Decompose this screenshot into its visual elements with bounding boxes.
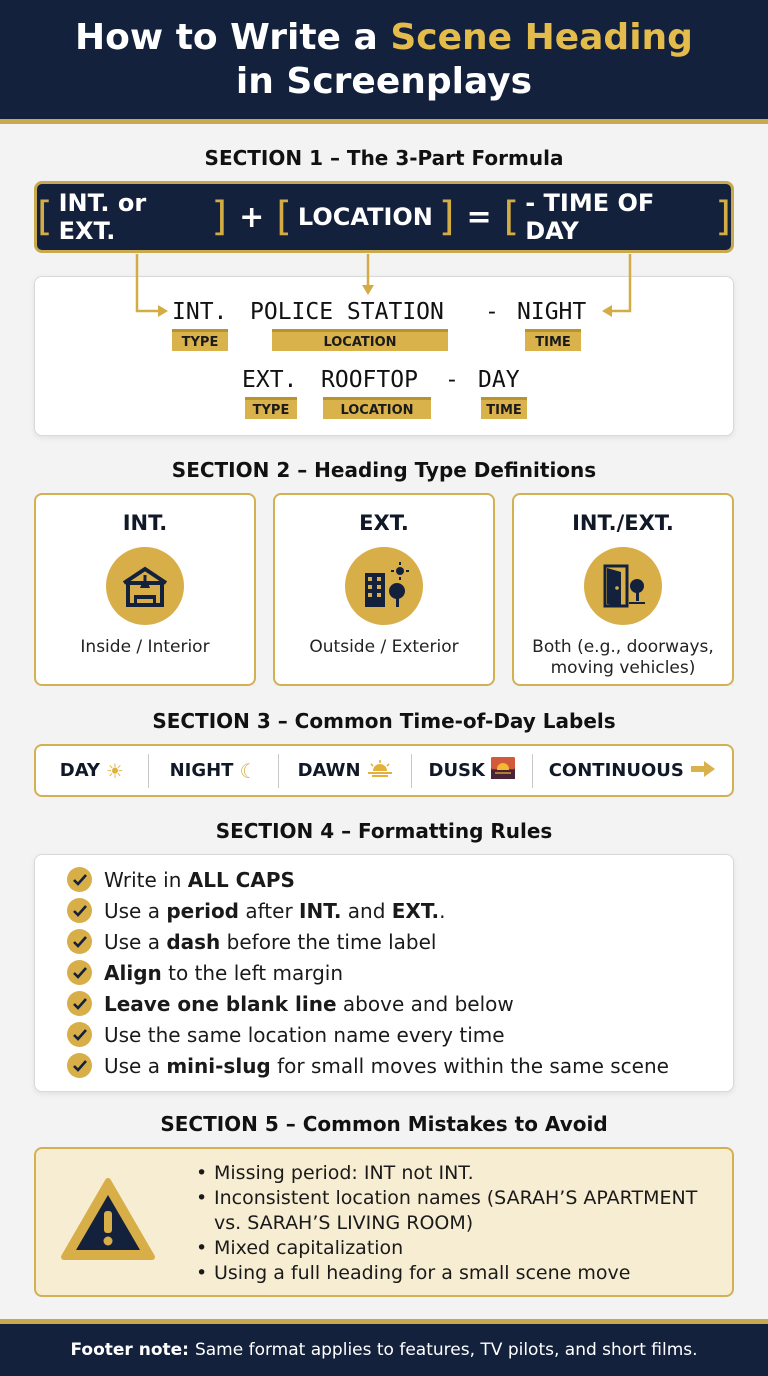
list-item: • Using a full heading for a small scene move xyxy=(196,1261,697,1286)
sunset-icon xyxy=(491,757,515,784)
title-part1: How to Write a xyxy=(75,17,391,58)
page-title xyxy=(0,16,768,104)
card-ext xyxy=(273,493,495,686)
equals-sign: = xyxy=(466,199,492,235)
card-ext-desc: Outside / Exterior xyxy=(309,637,459,657)
list-item: • Mixed capitalization xyxy=(196,1236,697,1261)
mistakes-card xyxy=(34,1147,734,1297)
section4-title: SECTION 4 – Formatting Rules xyxy=(215,819,553,843)
example2-dash: - xyxy=(445,367,459,393)
formula-part-type: [ INT. or EXT. ] xyxy=(37,189,228,245)
card-ext-heading: EXT. xyxy=(359,511,409,535)
example1-type: INT. xyxy=(172,299,228,325)
list-item: • Inconsistent location names (SARAH’S APARTMENT vs. SARAH’S LIVING ROOM) xyxy=(196,1186,697,1236)
footer-text: Same format applies to features, TV pilots, and short films. xyxy=(194,1340,698,1360)
card-intext-heading: INT./EXT. xyxy=(572,511,674,535)
check-icon xyxy=(67,929,92,954)
check-icon xyxy=(67,1022,92,1047)
check-icon xyxy=(67,960,92,985)
rules-card xyxy=(34,854,734,1092)
title-highlight: Scene Heading xyxy=(390,17,693,58)
rule-item: Use a mini-slug for small moves within the same scene xyxy=(67,1053,669,1078)
door-tree-icon xyxy=(584,547,662,625)
example2-location-tag: LOCATION xyxy=(323,397,431,419)
title-part2: in Screenplays xyxy=(235,61,533,102)
example2-location: ROOFTOP xyxy=(321,367,418,393)
formula-bar xyxy=(34,181,734,253)
mistakes-list xyxy=(196,1161,697,1286)
footer-label: Footer note: xyxy=(70,1340,189,1360)
time-label-dawn: DAWN xyxy=(279,746,411,795)
example2-type-tag: TYPE xyxy=(245,397,297,419)
section3-title: SECTION 3 – Common Time-of-Day Labels xyxy=(152,709,616,733)
rule-item: Leave one blank line above and below xyxy=(67,991,514,1016)
interior-room-icon xyxy=(106,547,184,625)
card-int-heading: INT. xyxy=(122,511,168,535)
moon-icon: ☾ xyxy=(239,758,258,783)
card-int xyxy=(34,493,256,686)
rule-item: Use a period after INT. and EXT.. xyxy=(67,898,445,923)
rule-item: Use the same location name every time xyxy=(67,1022,505,1047)
section2-title: SECTION 2 – Heading Type Definitions xyxy=(171,458,597,482)
check-icon xyxy=(67,898,92,923)
section1-title: SECTION 1 – The 3-Part Formula xyxy=(204,146,564,170)
example1-time-tag: TIME xyxy=(525,329,581,351)
example2-time-tag: TIME xyxy=(481,397,527,419)
time-label-continuous: CONTINUOUS xyxy=(533,746,732,795)
example1-location-tag: LOCATION xyxy=(272,329,448,351)
example-card xyxy=(34,276,734,436)
sun-icon: ☀ xyxy=(105,758,124,783)
example1-type-tag: TYPE xyxy=(172,329,228,351)
section5-title: SECTION 5 – Common Mistakes to Avoid xyxy=(160,1112,608,1136)
example1-time: NIGHT xyxy=(517,299,587,325)
rule-item: Use a dash before the time label xyxy=(67,929,436,954)
check-icon xyxy=(67,1053,92,1078)
footer-bar xyxy=(0,1319,768,1376)
card-intext xyxy=(512,493,734,686)
card-int-desc: Inside / Interior xyxy=(80,637,210,657)
example2-type: EXT. xyxy=(242,367,298,393)
arrow-right-icon xyxy=(690,759,716,783)
card-intext-desc: Both (e.g., doorways, moving vehicles) xyxy=(532,637,714,678)
check-icon xyxy=(67,867,92,892)
example1-dash: - xyxy=(485,299,499,325)
time-label-dusk: DUSK xyxy=(412,746,532,795)
rule-item: Align to the left margin xyxy=(67,960,343,985)
time-label-night: NIGHT ☾ xyxy=(169,758,258,783)
rule-item: Write in ALL CAPS xyxy=(67,867,295,892)
sunrise-icon xyxy=(367,759,393,783)
example1-location: POLICE STATION xyxy=(250,299,444,325)
check-icon xyxy=(67,991,92,1016)
formula-part-time: [ - TIME OF DAY ] xyxy=(503,189,731,245)
list-item: • Missing period: INT not INT. xyxy=(196,1161,697,1186)
header-banner xyxy=(0,0,768,124)
time-labels-strip xyxy=(34,744,734,797)
formula-part-location: [ LOCATION ] xyxy=(276,194,455,240)
example2-time: DAY xyxy=(478,367,520,393)
plus-sign: + xyxy=(239,199,265,235)
building-sun-icon xyxy=(345,547,423,625)
time-label-day: DAY ☀ xyxy=(59,758,124,783)
warning-icon xyxy=(60,1177,156,1263)
